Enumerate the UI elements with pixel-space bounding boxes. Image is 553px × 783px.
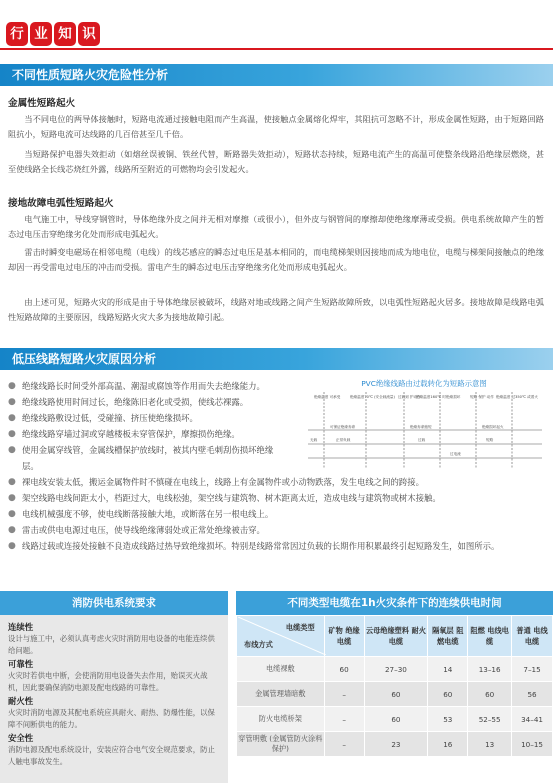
diagram-row1-label: 绝缘损坏起火: [482, 425, 504, 429]
heading-ground-fault-arc: 接地故障电弧性短路起火: [8, 198, 114, 209]
requirement-text: 火灾时若供电中断，会使消防用电设备失去作用，贻误灭火战机，因此要确保消防电源及配电线路的可靠性。: [8, 671, 208, 692]
cable-supply-time-title: 不同类型电缆在1h火灾条件下的连续供电时间: [236, 591, 553, 615]
row-label: 电缆裸敷: [237, 657, 325, 682]
table-cell: 14: [428, 657, 468, 682]
table-cell: –: [324, 732, 364, 757]
cable-supply-time-table: [236, 615, 553, 757]
corner-wiring-method: 布线方式: [244, 640, 273, 649]
table-row: [237, 682, 553, 707]
requirement-heading: 安全性: [8, 733, 34, 743]
table-cell: 13–16: [468, 657, 512, 682]
bullet-item: ● 绝缘线路穿墙过洞或穿越楼板未穿管保护，摩擦损伤绝缘。: [8, 426, 288, 442]
table-cell: 10–15: [512, 732, 553, 757]
requirement-text: 消防电源及配电系统设计，安装应符合电气安全规范要求，防止人触电事故发生。: [8, 745, 215, 766]
badge-char: 行: [6, 22, 28, 46]
diagram-stage-label: 绝缘温度 过350℃ 或着火: [496, 395, 538, 399]
table-cell: 34–41: [512, 707, 553, 732]
diagram-row2-label: 无载: [310, 438, 318, 442]
diagram-stage-label: 过载到 护动作: [398, 395, 421, 399]
industry-knowledge-badge: [6, 22, 102, 46]
section-title-short-circuit-hazard: 不同性质短路火灾危险性分析: [0, 64, 553, 86]
corner-cable-type: 电缆类型: [285, 623, 315, 632]
column-header: 云母绝缘塑料 耐火电缆: [364, 616, 428, 657]
table-cell: 16: [428, 732, 468, 757]
table-cell: 23: [364, 732, 428, 757]
paragraph: 由上述可见，短路火灾的形成是由于导体绝缘层被破坏，线路对地或线路之间产生短路故障所致，以电弧性短路起火居多。接地故障是线路电弧性短路故障的主要原因，线路短路火灾大多为接地故障引起。: [8, 297, 544, 322]
table-cell: 56: [512, 682, 553, 707]
diagram-stage-label: 绝缘温度70℃ (安全载流量): [350, 395, 395, 399]
requirement-heading: 连续性: [8, 622, 34, 632]
badge-char: 业: [30, 22, 52, 46]
requirement-heading: 耐火性: [8, 696, 34, 706]
heading-metal-short-circuit: 金属性短路起火: [8, 98, 76, 109]
overload-to-short-diagram: [300, 378, 548, 474]
row-label: 金属管理墙暗敷: [237, 682, 325, 707]
table-cell: 60: [468, 682, 512, 707]
table-cell: –: [324, 707, 364, 732]
table-row: [237, 657, 553, 682]
top-divider: [0, 48, 553, 50]
requirement-heading: 可靠性: [8, 659, 34, 669]
paragraph: 当短路保护电器失效拒动（如熔丝误被铜、铁丝代替，断路器失效拒动），短路状态持续，短路电流产生的高温可使整条线路沿绝缘层燃烧，甚至使线路全长线芯烧红外露，线路所至附近的可燃物均会引发起火。: [8, 149, 544, 174]
table-cell: 60: [324, 657, 364, 682]
diagram-stage-label: 短路 保护 动作: [470, 395, 494, 399]
table-row: [237, 707, 553, 732]
table-cell: 13: [468, 732, 512, 757]
table-cell: 27–30: [364, 657, 428, 682]
paragraph: 雷击时瞬变电磁场在相邻电缆（电线）的线芯感应的瞬态过电压是基本相同的，而电缆梯架则因接地而成为地电位，电缆与梯架间接触点的绝缘却因一再受雷电过电压的冲击而受损。雷电产生的瞬态过电压击穿绝缘劣化处而形成电弧起火。: [8, 247, 544, 272]
paragraph: 当不同电位的两导体接触时，短路电流通过接触电阻而产生高温，使接触点金属熔化焊牢，其阻抗可忽略不计，形成金属性短路，由于短路回路阻抗小，短路电流可达线路的几百倍甚至几千倍。: [8, 114, 544, 139]
table-cell: 52–55: [468, 707, 512, 732]
diagram-row1-label: 可保证绝缘寿命: [330, 425, 356, 429]
diagram-stage-label: 绝缘温度 可承受: [314, 395, 341, 399]
table-cell: 7–15: [512, 657, 553, 682]
requirement-text: 设计与施工中，必须认真考虑火灾时消防用电设备的电能连续供给问题。: [8, 634, 215, 655]
diagram-row2-label: 过载: [418, 438, 426, 442]
requirement-text: 火灾时消防电源及其配电系统应具耐火、耐热、防爆性能，以保障不间断供电的能力。: [8, 708, 215, 729]
bullet-item: ● 雷击或供电电源过电压，使导线绝缘薄弱处或正常处绝缘被击穿。: [8, 522, 548, 538]
bullet-item: ● 绝缘线路使用时间过长，绝缘陈旧老化或受损，使线芯裸露。: [8, 394, 288, 410]
diagram-row1-label: 绝缘寿命缩短: [410, 425, 432, 429]
diagram-row2-label: 短路: [486, 438, 494, 442]
bullet-item: ● 电线机械强度不够，使电线断落接触大地，或断落在另一根电线上。: [8, 506, 548, 522]
bullet-item: ● 裸电线安装太低，搬运金属物件时不慎碰在电线上，线路上有金属物件或小动物跌落，发生电线之间的跨接。: [8, 474, 548, 490]
row-label: 防火电缆桥架: [237, 707, 325, 732]
table-cell: 60: [428, 682, 468, 707]
fire-power-requirements-panel: [0, 615, 228, 783]
table-row: [237, 732, 553, 757]
table-cell: –: [324, 682, 364, 707]
column-header: 矿物 绝缘电缆: [324, 616, 364, 657]
column-header: 隔氧层 阻燃电缆: [428, 616, 468, 657]
bullet-item: ● 线路过载或连接处接触不良造成线路过热导致绝缘损坏。特别是线路常常因过负载的长期作用积累最终引起短路发生，如图所示。: [8, 538, 548, 554]
bullet-item: ● 绝缘线路敷设过低，受碰撞、挤压使绝缘损坏。: [8, 410, 288, 426]
badge-char: 知: [54, 22, 76, 46]
diagram-title: PVC绝缘线路由过载转化为短路示意图: [361, 379, 487, 388]
bullet-item: ● 使用金属穿线管，金属线槽保护放线时，被其内壁毛刺刮伤损坏绝缘层。: [8, 442, 288, 474]
diagram-row3-label: 过电流: [450, 452, 461, 456]
table-cell: 60: [364, 682, 428, 707]
column-header: 普通 电线电缆: [512, 616, 553, 657]
fire-power-requirements-title: 消防供电系统要求: [0, 591, 228, 615]
column-header: 阻燃 电线电缆: [468, 616, 512, 657]
bullet-item: ● 架空线路电线间距太小，档距过大，电线松弛，架空线与建筑物、树木距离太近，造成电线与建筑物或树木接触。: [8, 490, 548, 506]
bullet-item: ● 绝缘线路长时间受外部高温、潮湿或腐蚀等作用而失去绝缘能力。: [8, 378, 288, 394]
diagram-stage-label: 绝缘温度160℃ 时绝缘损坏: [416, 395, 461, 399]
badge-char: 识: [78, 22, 100, 46]
diagram-row2-label: 正常负载: [336, 438, 351, 442]
paragraph: 电气施工中，导线穿钢管时，导体绝缘外皮之间并无相对摩擦（或很小），但外皮与钢管间的摩擦却使绝缘摩薄或受损。供电系统故障产生的暂态过电压击穿绝缘劣化处而形成电弧起火。: [8, 214, 544, 239]
diagram-graphic: [300, 378, 548, 474]
table-corner-header: [237, 616, 325, 657]
table-cell: 53: [428, 707, 468, 732]
section-title-fire-cause-analysis: 低压线路短路火灾原因分析: [0, 348, 553, 370]
table-cell: 60: [364, 707, 428, 732]
row-label: 穿管明敷 (金属管防火涂料保护): [237, 732, 325, 757]
